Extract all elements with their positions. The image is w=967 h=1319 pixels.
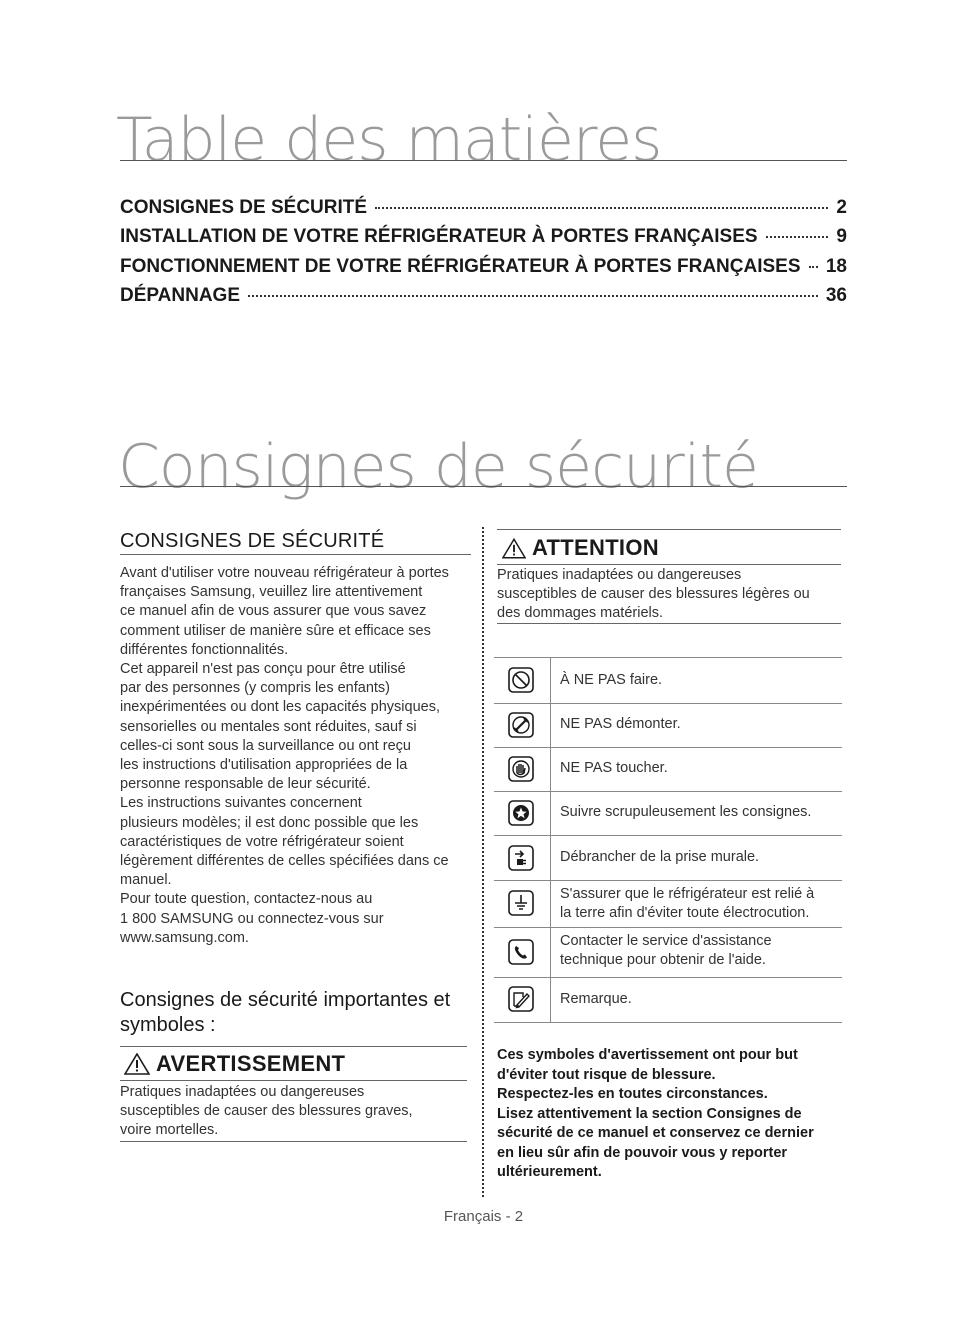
follow-instructions-icon [508,800,534,826]
text-line: Avant d'utiliser votre nouveau réfrigérateur à portes [120,565,449,581]
text-line: voire mortelles. [120,1122,219,1139]
symbol-label: NE PAS toucher. [560,760,668,776]
divider [497,623,841,624]
symbol-label: Suivre scrupuleusement les consignes. [560,804,812,820]
ground-icon [508,890,534,916]
symbol-label: Débrancher de la prise murale. [560,849,760,865]
note-line: sécurité de ce manuel et conservez ce dernier [497,1125,814,1141]
text-line: inexpérimentées ou dont les capacités physiques, [120,699,440,716]
text-line: personne responsable de leur sécurité. [120,776,371,793]
symbols-subheading [120,988,450,1038]
attention-title [502,535,659,561]
symbol-label: À NE PAS faire. [560,672,663,688]
text-line: Les instructions suivantes concernent [120,795,362,812]
symbol-row [494,703,842,748]
toc-leader [248,295,818,297]
column-divider [482,527,484,1197]
toc-leader [809,266,818,268]
toc-entry-label: CONSIGNES DE SÉCURITÉ [120,197,368,218]
text-line: les instructions d'utilisation appropriées de la [120,757,408,774]
note-line: d'éviter tout risque de blessure. [497,1066,716,1083]
symbol-label: S'assurer que le réfrigérateur est relié à la terre afin d'éviter toute électrocution. [560,886,815,921]
divider [120,554,471,555]
text-line: Cet appareil n'est pas conçu pour être utilisé [120,661,406,678]
attention-text [497,566,843,624]
warning-triangle-icon [124,1053,150,1075]
page-footer: Français - 2 [443,1208,524,1225]
symbols-note [497,1046,857,1183]
note-line: Ces symboles d'avertissement ont pour but [497,1047,798,1063]
warning-title [124,1051,345,1077]
text-line: plusieurs modèles; il est donc possible que les [120,814,419,831]
symbol-row [494,791,842,836]
subheading-line: symboles : [120,1014,216,1036]
symbol-row [494,880,842,928]
symbol-row [494,835,842,881]
toc-entry-page: 9 [836,226,847,247]
text-line: ce manuel afin de vous assurer que vous savez [120,603,427,620]
text-line: celles-ci sont sous la surveillance ou ont reçu [120,737,411,754]
text-line: des dommages matériels. [497,605,664,622]
attention-label: ATTENTION [532,535,659,560]
note-line: Lisez attentivement la section Consignes de [497,1105,802,1122]
note-icon [508,986,534,1012]
text-line: susceptibles de causer des blessures légères ou [497,586,810,603]
divider [120,1080,467,1081]
toc-entry[interactable] [120,256,847,278]
note-line: en lieu sûr afin de pouvoir vous y reporter [497,1144,788,1161]
divider [120,1141,467,1142]
text-line: 1 800 SAMSUNG ou connectez-vous sur [120,910,384,927]
no-disassembly-icon [508,712,534,738]
symbol-label: Remarque. [560,991,632,1007]
safety-heading: CONSIGNES DE SÉCURITÉ [120,530,385,552]
warning-label: AVERTISSEMENT [156,1051,346,1076]
symbol-label: Contacter le service d'assistance technique pour obtenir de l'aide. [560,933,772,968]
no-touch-icon [508,756,534,782]
text-line: Pratiques inadaptées ou dangereuses [497,567,742,583]
toc-entry[interactable] [120,285,847,307]
subheading-line: Consignes de sécurité importantes et [120,989,451,1011]
symbol-row [494,747,842,792]
safety-title: Consignes de sécurité [118,432,758,502]
text-line: comment utiliser de manière sûre et efficace ses [120,622,431,639]
toc-entry-page: 18 [825,256,847,277]
text-line: susceptibles de causer des blessures graves, [120,1103,413,1120]
text-line: par des personnes (y compris les enfants) [120,680,390,697]
prohibited-icon [508,667,534,693]
warning-text [120,1083,470,1141]
toc-title: Table des matières [116,105,662,175]
toc-entry-page: 2 [836,197,847,218]
divider [120,1046,467,1047]
unplug-icon [508,845,534,871]
symbols-table [494,657,842,1022]
toc-entry-label: DÉPANNAGE [120,285,240,306]
text-line: manuel. [120,872,172,889]
text-line: Pratiques inadaptées ou dangereuses [120,1084,365,1100]
text-line: sensorielles ou mentales sont réduites, sauf si [120,718,417,735]
divider [497,529,841,530]
symbol-row [494,927,842,978]
phone-icon [508,939,534,965]
toc-title-rule [120,160,847,161]
toc-entry-page: 36 [825,285,847,306]
warning-triangle-icon [502,538,526,559]
text-line: légèrement différentes de celles spécifiées dans ce [120,853,449,870]
note-line: Respectez-les en toutes circonstances. [497,1086,768,1102]
text-line: françaises Samsung, veuillez lire attentivement [120,584,423,601]
divider [497,564,841,565]
safety-intro [120,564,475,948]
text-line: différentes fonctionnalités. [120,641,289,658]
toc-entry[interactable] [120,226,847,248]
toc-entry-label: FONCTIONNEMENT DE VOTRE RÉFRIGÉRATEUR À PORTES FRANÇAISES [120,256,801,277]
text-line: Pour toute question, contactez-nous au [120,891,373,908]
symbol-row [494,977,842,1023]
symbol-label: NE PAS démonter. [560,716,681,732]
toc-entry-label: INSTALLATION DE VOTRE RÉFRIGÉRATEUR À PORTES FRANÇAISES [120,226,758,247]
safety-title-rule [120,486,847,487]
text-line: caractéristiques de votre réfrigérateur soient [120,833,404,850]
symbol-row [494,658,842,704]
note-line: ultérieurement. [497,1164,602,1180]
toc-leader [766,236,829,238]
toc-entry[interactable] [120,197,847,219]
toc-leader [375,207,828,209]
text-line: www.samsung.com. [120,929,249,946]
